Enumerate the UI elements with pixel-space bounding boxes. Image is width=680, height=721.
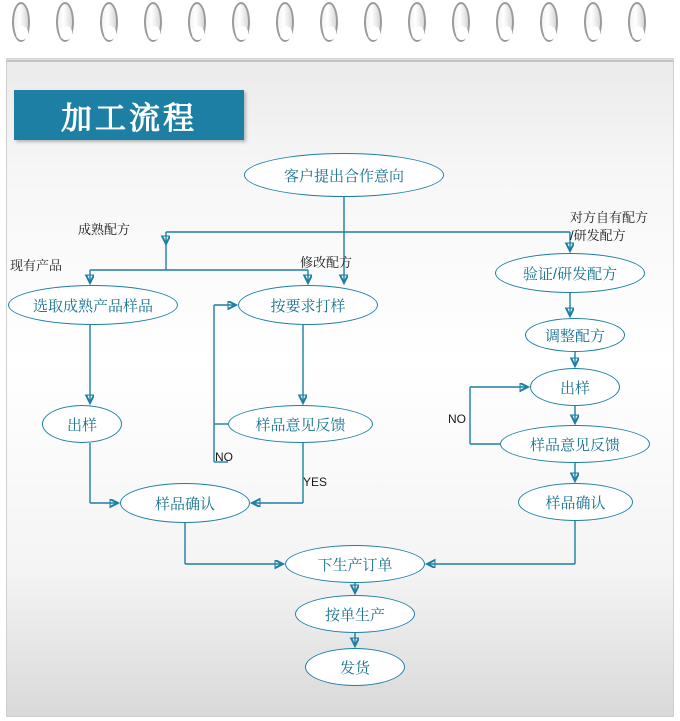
flow-node-confirm-right[interactable]: 样品确认 bbox=[518, 483, 633, 521]
spiral-ring-icon bbox=[364, 2, 382, 42]
flow-node-output-sample-left[interactable]: 出样 bbox=[42, 405, 122, 443]
spiral-ring-icon bbox=[496, 2, 514, 42]
edge-label-own-formula: 对方自有配方 bbox=[570, 210, 649, 225]
spiral-ring-icon bbox=[584, 2, 602, 42]
flow-node-feedback-right[interactable]: 样品意见反馈 bbox=[500, 425, 650, 463]
spiral-ring-icon bbox=[540, 2, 558, 42]
edge-label-existing-product: 现有产品 bbox=[10, 258, 63, 273]
flow-node-pick-sample[interactable]: 选取成熟产品样品 bbox=[8, 285, 178, 325]
edge-label-no-left: NO bbox=[215, 450, 233, 464]
flow-node-ship[interactable]: 发货 bbox=[305, 648, 405, 686]
flow-node-start[interactable]: 客户提出合作意向 bbox=[244, 153, 444, 197]
spiral-ring-icon bbox=[276, 2, 294, 42]
spiral-ring-icon bbox=[452, 2, 470, 42]
spiral-ring-icon bbox=[320, 2, 338, 42]
spiral-ring-icon bbox=[232, 2, 250, 42]
spiral-ring-icon bbox=[12, 2, 30, 42]
edge-label-rd-formula: /研发配方 bbox=[570, 228, 626, 243]
spiral-ring-icon bbox=[628, 2, 646, 42]
flow-node-make-sample[interactable]: 按要求打样 bbox=[238, 285, 378, 325]
spiral-ring-icon bbox=[100, 2, 118, 42]
flow-node-place-order[interactable]: 下生产订单 bbox=[285, 545, 425, 583]
spiral-ring-icon bbox=[408, 2, 426, 42]
spiral-ring-icon bbox=[56, 2, 74, 42]
notebook-binding bbox=[0, 0, 680, 62]
flow-node-adjust-formula[interactable]: 调整配方 bbox=[525, 318, 625, 352]
flow-node-verify-rd[interactable]: 验证/研发配方 bbox=[495, 253, 645, 293]
edge-label-no-right: NO bbox=[448, 412, 466, 426]
flow-node-confirm-left[interactable]: 样品确认 bbox=[120, 483, 250, 523]
flow-node-output-sample-right[interactable]: 出样 bbox=[530, 368, 620, 406]
spiral-ring-icon bbox=[188, 2, 206, 42]
flow-node-produce[interactable]: 按单生产 bbox=[295, 595, 415, 633]
flow-node-feedback-left[interactable]: 样品意见反馈 bbox=[228, 405, 373, 443]
edge-label-mature-formula: 成熟配方 bbox=[78, 222, 131, 237]
page-title: 加工流程 bbox=[14, 90, 244, 140]
spiral-ring-icon bbox=[144, 2, 162, 42]
edge-label-modify-formula: 修改配方 bbox=[300, 255, 353, 270]
edge-label-yes-left: YES bbox=[303, 475, 328, 489]
